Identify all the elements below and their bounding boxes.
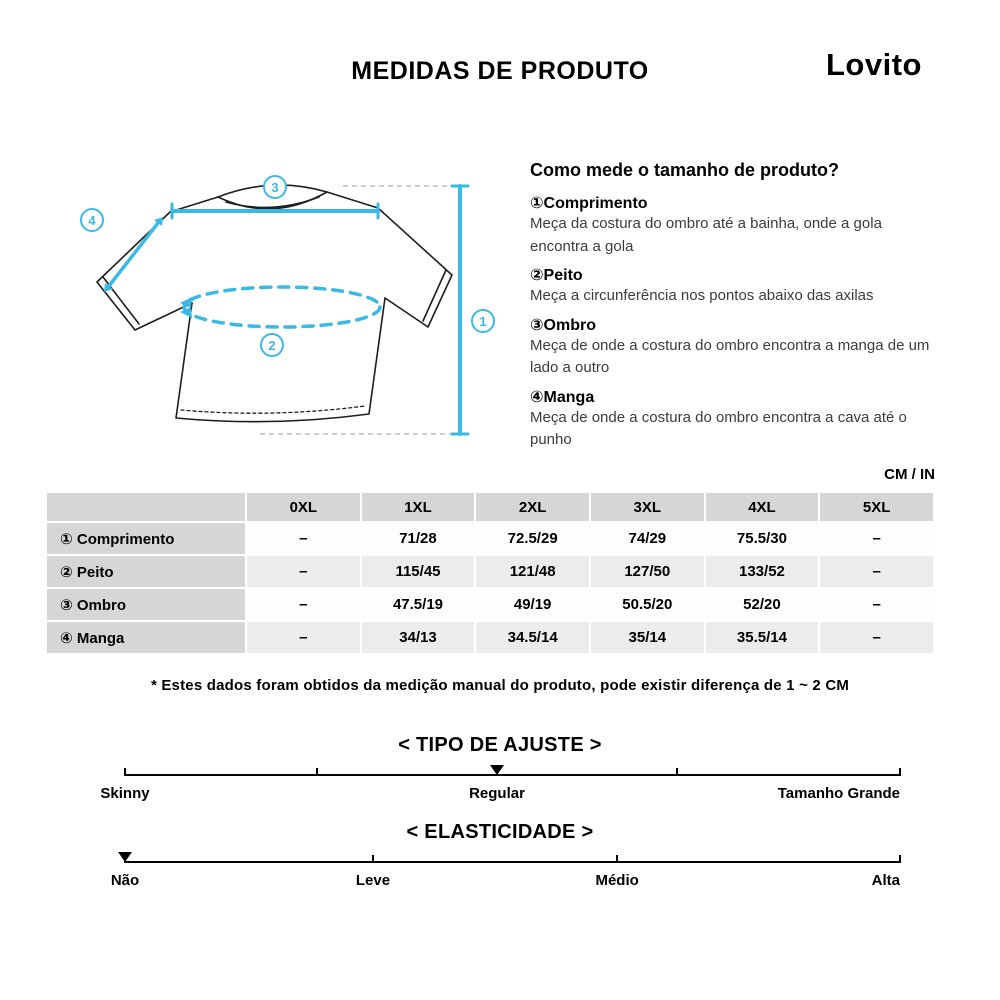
measure-value-cell: – (246, 522, 361, 555)
size-column-header: 5XL (819, 492, 934, 522)
lovito-logo: Lovito (826, 47, 922, 82)
attribute-scales (0, 734, 1000, 894)
scale-label: Tamanho Grande (777, 785, 900, 802)
table-row (46, 555, 934, 588)
measure-row-label: ① Comprimento (46, 522, 246, 555)
page-title: MEDIDAS DE PRODUTO (351, 57, 649, 85)
scale-tick (616, 855, 618, 863)
attribute-scale (0, 734, 1000, 807)
guide-item-label: ①Comprimento (530, 195, 648, 212)
guide-heading: Como mede o tamanho de produto? (530, 160, 839, 180)
measure-row-label: ③ Ombro (46, 588, 246, 621)
tshirt-diagram-svg (55, 160, 515, 460)
measure-value-cell: 71/28 (361, 522, 476, 555)
scale-marker-triangle (490, 765, 504, 775)
attribute-scale (0, 821, 1000, 894)
scale-label: Leve (355, 872, 391, 889)
scale-line (125, 861, 900, 863)
measure-value-cell: 34.5/14 (475, 621, 590, 654)
annotation-length (472, 310, 494, 332)
scale-line (125, 774, 900, 776)
svg-text:2: 2 (268, 338, 276, 353)
measure-value-cell: 75.5/30 (705, 522, 820, 555)
svg-text:4: 4 (88, 213, 96, 228)
measure-value-cell: 35.5/14 (705, 621, 820, 654)
table-corner-cell (46, 492, 246, 522)
svg-text:1: 1 (479, 314, 487, 329)
sleeve-measure-arrow (109, 223, 158, 286)
scale-tick (899, 855, 901, 863)
scale-marker-triangle (118, 852, 132, 862)
measure-value-cell: – (246, 588, 361, 621)
table-row (46, 588, 934, 621)
measure-value-cell: 121/48 (475, 555, 590, 588)
measure-value-cell: 34/13 (361, 621, 476, 654)
measure-value-cell: – (246, 621, 361, 654)
size-column-header: 4XL (705, 492, 820, 522)
scale-tick (124, 768, 126, 776)
measurement-disclaimer: * Estes dados foram obtidos da medição manual do produto, pode existir diferença de 1 ~ 2 CM (150, 677, 850, 694)
shoulder-measure-line (172, 204, 378, 218)
scale-label: Regular (469, 785, 525, 802)
scale-label: Médio (595, 872, 639, 889)
measure-guide (530, 160, 932, 452)
size-column-header: 2XL (475, 492, 590, 522)
scale-label: Alta (871, 872, 900, 889)
measure-value-cell: 127/50 (590, 555, 705, 588)
table-row (46, 522, 934, 555)
measure-row-label: ④ Manga (46, 621, 246, 654)
size-column-header: 1XL (361, 492, 476, 522)
size-column-header: 3XL (590, 492, 705, 522)
measure-value-cell: 115/45 (361, 555, 476, 588)
scale-label: Skinny (100, 785, 150, 802)
table-header-row (46, 492, 934, 522)
scale-title: < ELASTICIDADE > (406, 821, 594, 843)
measure-value-cell: – (246, 555, 361, 588)
measure-value-cell: 74/29 (590, 522, 705, 555)
guide-item-label: ④Manga (530, 388, 595, 406)
scale-tick (372, 855, 374, 863)
annotation-shoulder (264, 176, 286, 198)
chest-measure-ellipse (184, 287, 380, 327)
tshirt-diagram (55, 160, 515, 460)
measure-value-cell: 50.5/20 (590, 588, 705, 621)
length-measure-line (452, 186, 468, 434)
units-label: CM / IN (884, 466, 935, 483)
scale-tick (316, 768, 318, 776)
scale-tick (899, 768, 901, 776)
measure-value-cell: 49/19 (475, 588, 590, 621)
annotation-sleeve (81, 209, 103, 231)
scale-tick (676, 768, 678, 776)
svg-text:3: 3 (271, 180, 279, 195)
guide-items (530, 193, 932, 452)
measure-value-cell: 133/52 (705, 555, 820, 588)
measure-value-cell: 72.5/29 (475, 522, 590, 555)
measure-guide-dashes (260, 186, 469, 434)
annotation-chest (261, 334, 283, 356)
scale-labels (110, 872, 900, 894)
scale-labels (100, 785, 900, 807)
guide-item-desc: Meça da costura do ombro até a bainha, onde a gola encontra a gola (530, 215, 882, 255)
scale-label: Não (110, 872, 140, 889)
guide-item-desc: Meça de onde a costura do ombro encontra a cava até o punho (530, 408, 907, 448)
measure-value-cell: – (819, 621, 934, 654)
guide-item-label: ③Ombro (530, 316, 596, 334)
measure-value-cell: – (819, 555, 934, 588)
scale-title: < TIPO DE AJUSTE > (398, 734, 602, 756)
measure-value-cell: – (819, 588, 934, 621)
tshirt-outline (97, 185, 452, 422)
table-row (46, 621, 934, 654)
measure-value-cell: 52/20 (705, 588, 820, 621)
guide-item-label: ②Peito (530, 267, 583, 284)
size-table (45, 491, 935, 655)
guide-item-desc: Meça de onde a costura do ombro encontra a manga de um lado a outro (530, 336, 930, 376)
guide-item-desc: Meça a circunferência nos pontos abaixo das axilas (530, 287, 874, 304)
measure-value-cell: 47.5/19 (361, 588, 476, 621)
size-column-header: 0XL (246, 492, 361, 522)
measure-row-label: ② Peito (46, 555, 246, 588)
measure-value-cell: 35/14 (590, 621, 705, 654)
measure-value-cell: – (819, 522, 934, 555)
